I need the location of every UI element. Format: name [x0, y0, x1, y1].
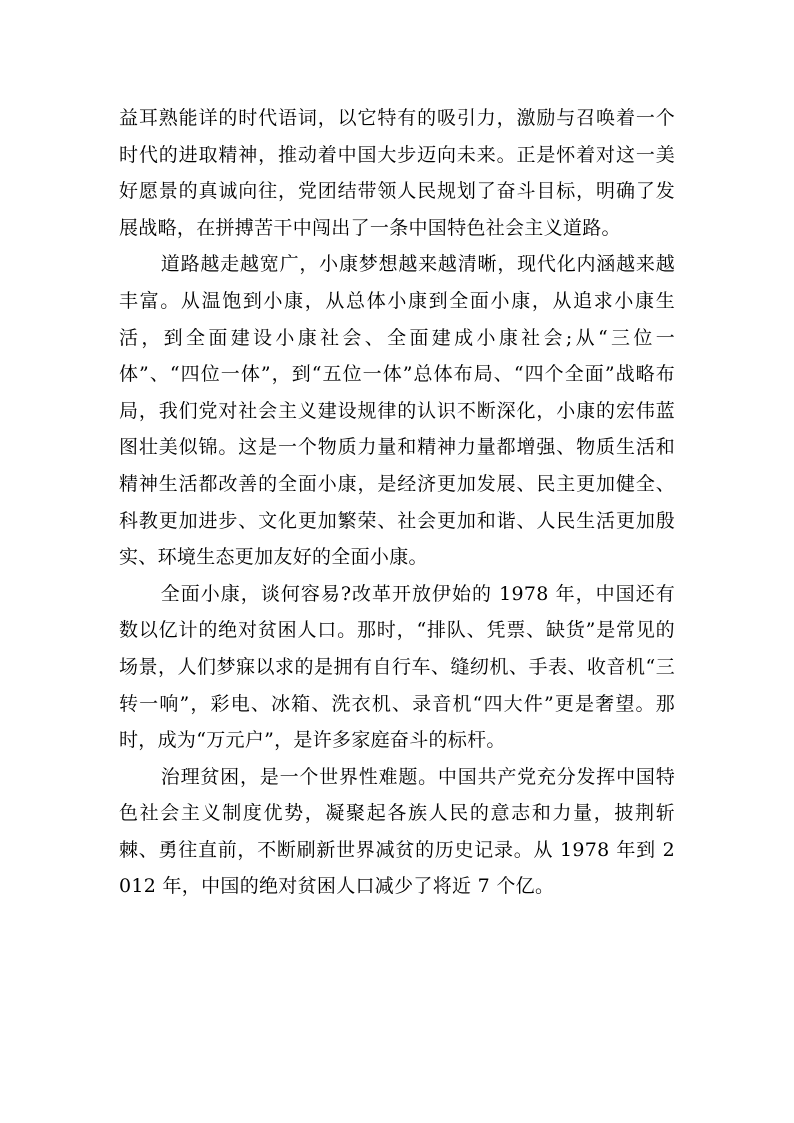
paragraph-1: 益耳熟能详的时代语词，以它特有的吸引力，激励与召唤着一个时代的进取精神，推动着中国大步迈向未来。正是怀着对这一美好愿景的真诚向往，党团结带领人民规划了奋斗目标，明确了发展战略，在拼搏苦干中闯出了一条中国特色社会主义道路。 [119, 107, 675, 239]
paragraph-2: 道路越走越宽广，小康梦想越来越清晰，现代化内涵越来越丰富。从温饱到小康，从总体小康到全面小康，从追求小康生活，到全面建设小康社会、全面建成小康社会;从“三位一体”、“四位一体”，到“五位一体”总体布局、“四个全面”战略布局，我们党对社会主义建设规律的认识不断深化，小康的宏伟蓝图壮美似锦。这是一个物质力量和精神力量都增强、物质生活和精神生活都改善的全面小康，是经济更加发展、民主更加健全、科教更加进步、文化更加繁荣、社会更加和谐、人民生活更加殷实、环境生态更加友好的全面小康。 [119, 253, 675, 569]
paragraph-4: 治理贫困，是一个世界性难题。中国共产党充分发挥中国特色社会主义制度优势，凝聚起各族人民的意志和力量，披荆斩棘、勇往直前，不断刷新世界减贫的历史记录。从 1978 年到 2012 年，中国的绝对贫困人口减少了将近 7 个亿。 [119, 765, 675, 898]
paragraph-3: 全面小康，谈何容易?改革开放伊始的 1978 年，中国还有数以亿计的绝对贫困人口。那时，“排队、凭票、缺货”是常见的场景，人们梦寐以求的是拥有自行车、缝纫机、手表、收音机“三转一响”，彩电、冰箱、洗衣机、录音机“四大件”更是奢望。那时，成为“万元户”，是许多家庭奋斗的标杆。 [119, 582, 675, 752]
body-text [119, 100, 675, 905]
